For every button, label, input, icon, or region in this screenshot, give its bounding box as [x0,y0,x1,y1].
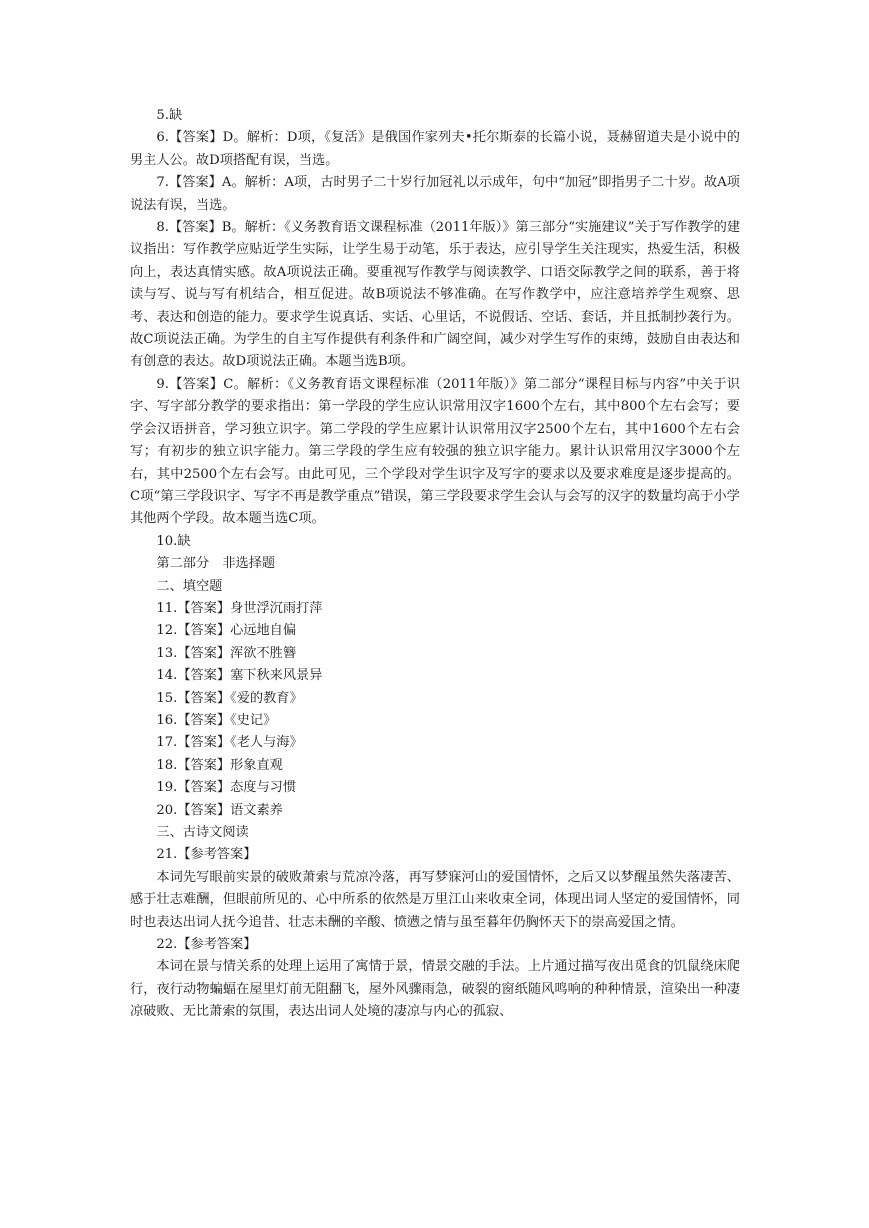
answer-22-heading: 22.【参考答案】 [156,937,257,953]
item-10-line: 10.缺 [156,533,191,549]
answer-20-line: 20.【答案】语文素养 [156,802,283,818]
answer-16-line: 16.【答案】《史记》 [156,712,277,728]
classical-reading-heading: 三、古诗文阅读 [156,825,249,840]
item-5-line: 5.缺 [156,108,183,123]
document-body [130,105,740,1024]
answer-17-line: 17.【答案】《老人与海》 [156,735,303,751]
answer-14-line: 14.【答案】塞下秋来风景异 [156,668,323,684]
fill-in-section-heading: 二、填空题 [156,578,223,594]
answer-21-paragraph: 本词先写眼前实景的破败萧索与荒凉冷落，再写梦寐河山的爱国情怀，之后又以梦醒虽然失落凄苦、感于壮志难酬，但眼前所见的、心中所系的依然是万里江山来收束全词，体现出词人坚定的爱国情怀，同时也表达出词人抚今追昔、壮志未酬的辛酸、愤懑之情与虽至暮年仍胸怀天下的崇高爱国之情。 [130,869,740,930]
answer-8-paragraph: 8.【答案】B。解析：《义务教育语文课程标准（2011年版）》第三部分“实施建议”关于写作教学的建议指出：写作教学应贴近学生实际，让学生易于动笔，乐于表达，应引导学生关注现实，热爱生活，积极向上，表达真情实感。故A项说法正确。要重视写作教学与阅读教学、口语交际教学之间的联系，善于将读与写、说与写有机结合，相互促进。故B项说法不够准确。在写作教学中，应注意培养学生观察、思考、表达和创造的能力。要求学生说真话、实话、心里话，不说假话、空话、套话，并且抵制抄袭行为。故C项说法正确。为学生的自主写作提供有利条件和广阔空间，减少对学生写作的束缚，鼓励自由表达和有创意的表达。故D项说法正确。本题当选B项。 [130,220,741,370]
answer-11-line: 11.【答案】身世浮沉雨打萍 [156,600,323,616]
answer-13-line: 13.【答案】浑欲不胜簪 [156,645,297,661]
answer-9-paragraph: 9.【答案】C。解析：《义务教育语文课程标准（2011年版）》第二部分“课程目标与内容”中关于识字、写字部分教学的要求指出：第一学段的学生应认识常用汉字1600个左右，其中800个左右会写；要学会汉语拼音，学习独立识字。第二学段的学生应累计认识常用汉字2500个左右，其中1600个左右会写；有初步的独立识字能力。第三学段的学生应有较强的独立识字能力。累计认识常用汉字3000个左右，其中2500个左右会写。由此可见，三个学段对学生识字及写字的要求以及要求难度是逐步提高的。C项“第三学段识字、写字不再是教学重点”错误，第三学段要求学生会认与会写的汉字的数量均高于小学其他两个学段。故本题当选C项。 [130,376,740,527]
answer-18-line: 18.【答案】形象直观 [156,757,283,773]
answer-19-line: 19.【答案】态度与习惯 [156,780,297,796]
answer-12-line: 12.【答案】心远地自偏 [156,623,297,639]
answer-6-paragraph: 6.【答案】D。解析：D项，《复活》是俄国作家列夫•托尔斯泰的长篇小说，聂赫留道夫是小说中的男主人公。故D项搭配有误，当选。 [130,130,740,168]
answer-21-heading: 21.【参考答案】 [156,847,257,863]
part-two-heading: 第二部分 非选择题 [156,556,276,572]
answer-15-line: 15.【答案】《爱的教育》 [156,690,303,706]
answer-7-paragraph: 7.【答案】A。解析：A项，古时男子二十岁行加冠礼以示成年，句中“加冠”即指男子二十岁。故A项说法有误，当选。 [130,175,740,213]
answer-22-paragraph: 本词在景与情关系的处理上运用了寓情于景，情景交融的手法。上片通过描写夜出觅食的饥鼠绕床爬行，夜行动物蝙蝠在屋里灯前无阻翻飞，屋外风骤雨急，破裂的窗纸随风鸣响的种种情景，渲染出一种凄凉破败、无比萧索的氛围，表达出词人处境的凄凉与内心的孤寂、 [130,959,740,1020]
